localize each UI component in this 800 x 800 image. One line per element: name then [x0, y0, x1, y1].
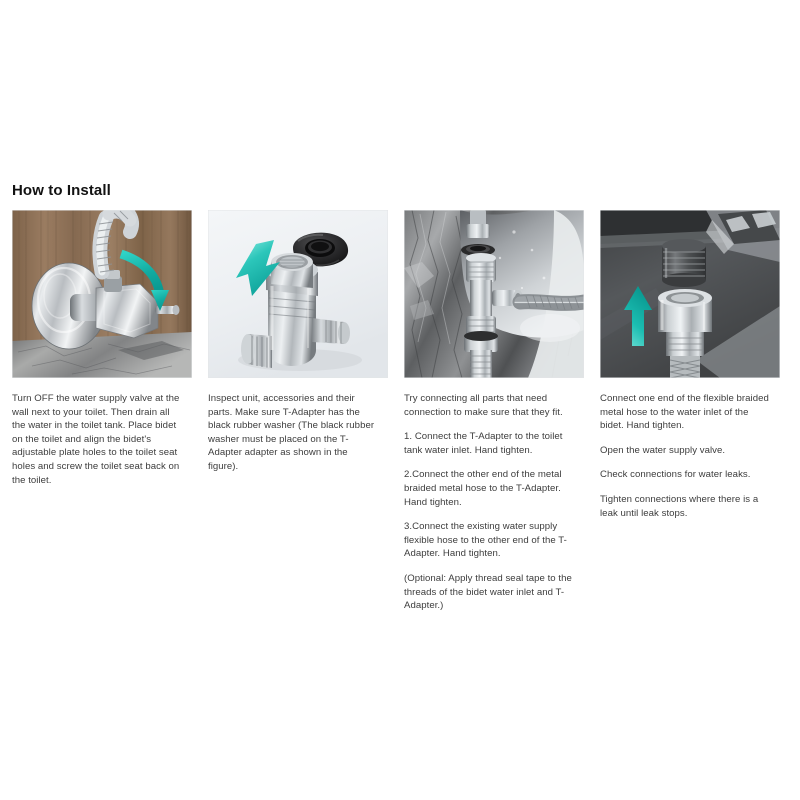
- step-2-paragraph-1: Inspect unit, accessories and their parts. Make sure T-Adapter has the black rubber washer (The black rubber washer must be placed on the T-Adapter adapter as shown in the figure).: [208, 393, 375, 472]
- step-3-paragraph-3: 2.Connect the other end of the metal braided metal hose to the T-Adapter. Hand tighten.: [404, 469, 562, 508]
- step-4-paragraph-3: Check connections for water leaks.: [600, 469, 751, 481]
- page-title: How to Install: [12, 182, 111, 199]
- step-4-text: [600, 392, 772, 520]
- step-4-paragraph-1: Connect one end of the flexible braided metal hose to the water inlet of the bidet. Hand tighten.: [600, 393, 769, 432]
- braided-hose: [520, 295, 584, 310]
- step-4-paragraph-2: Open the water supply valve.: [600, 444, 726, 456]
- step-3-paragraph-5: (Optional: Apply thread seal tape to the threads of the bidet water inlet and T-Adapter.): [404, 572, 572, 612]
- step-3-text: [404, 392, 576, 613]
- bidet-water-inlet-port: [662, 239, 706, 287]
- step-1-paragraph-1: Turn OFF the water supply valve at the wall next to your toilet. Then drain all the water in the toilet tank. Place bidet on the toilet and align the bidet's adjustable plate holes to the toilet seat holes and screw the toilet seat back on the toilet.: [12, 393, 180, 486]
- step-3-t-adapter-installed-photo: [404, 210, 584, 378]
- step-1-shutoff-valve-photo: [12, 210, 192, 378]
- step-2-t-adapter-washer-photo: [208, 210, 388, 378]
- step-3-paragraph-1: Try connecting all parts that need connection to make sure that they fit.: [404, 393, 563, 418]
- step-column-1: [12, 210, 192, 487]
- step-column-4: [600, 210, 780, 520]
- step-3-paragraph-2: 1. Connect the T-Adapter to the toilet tank water inlet. Hand tighten.: [404, 431, 563, 456]
- step-4-hose-to-bidet-photo: [600, 210, 780, 378]
- step-2-text: [208, 392, 380, 474]
- step-3-paragraph-4: 3.Connect the existing water supply flexible hose to the other end of the T-Adapter. Hand tighten.: [404, 521, 567, 560]
- step-1-text: [12, 392, 184, 487]
- step-4-paragraph-4: Tighten connections where there is a leak until leak stops.: [600, 493, 759, 519]
- step-column-2: [208, 210, 388, 474]
- step-column-3: [404, 210, 584, 613]
